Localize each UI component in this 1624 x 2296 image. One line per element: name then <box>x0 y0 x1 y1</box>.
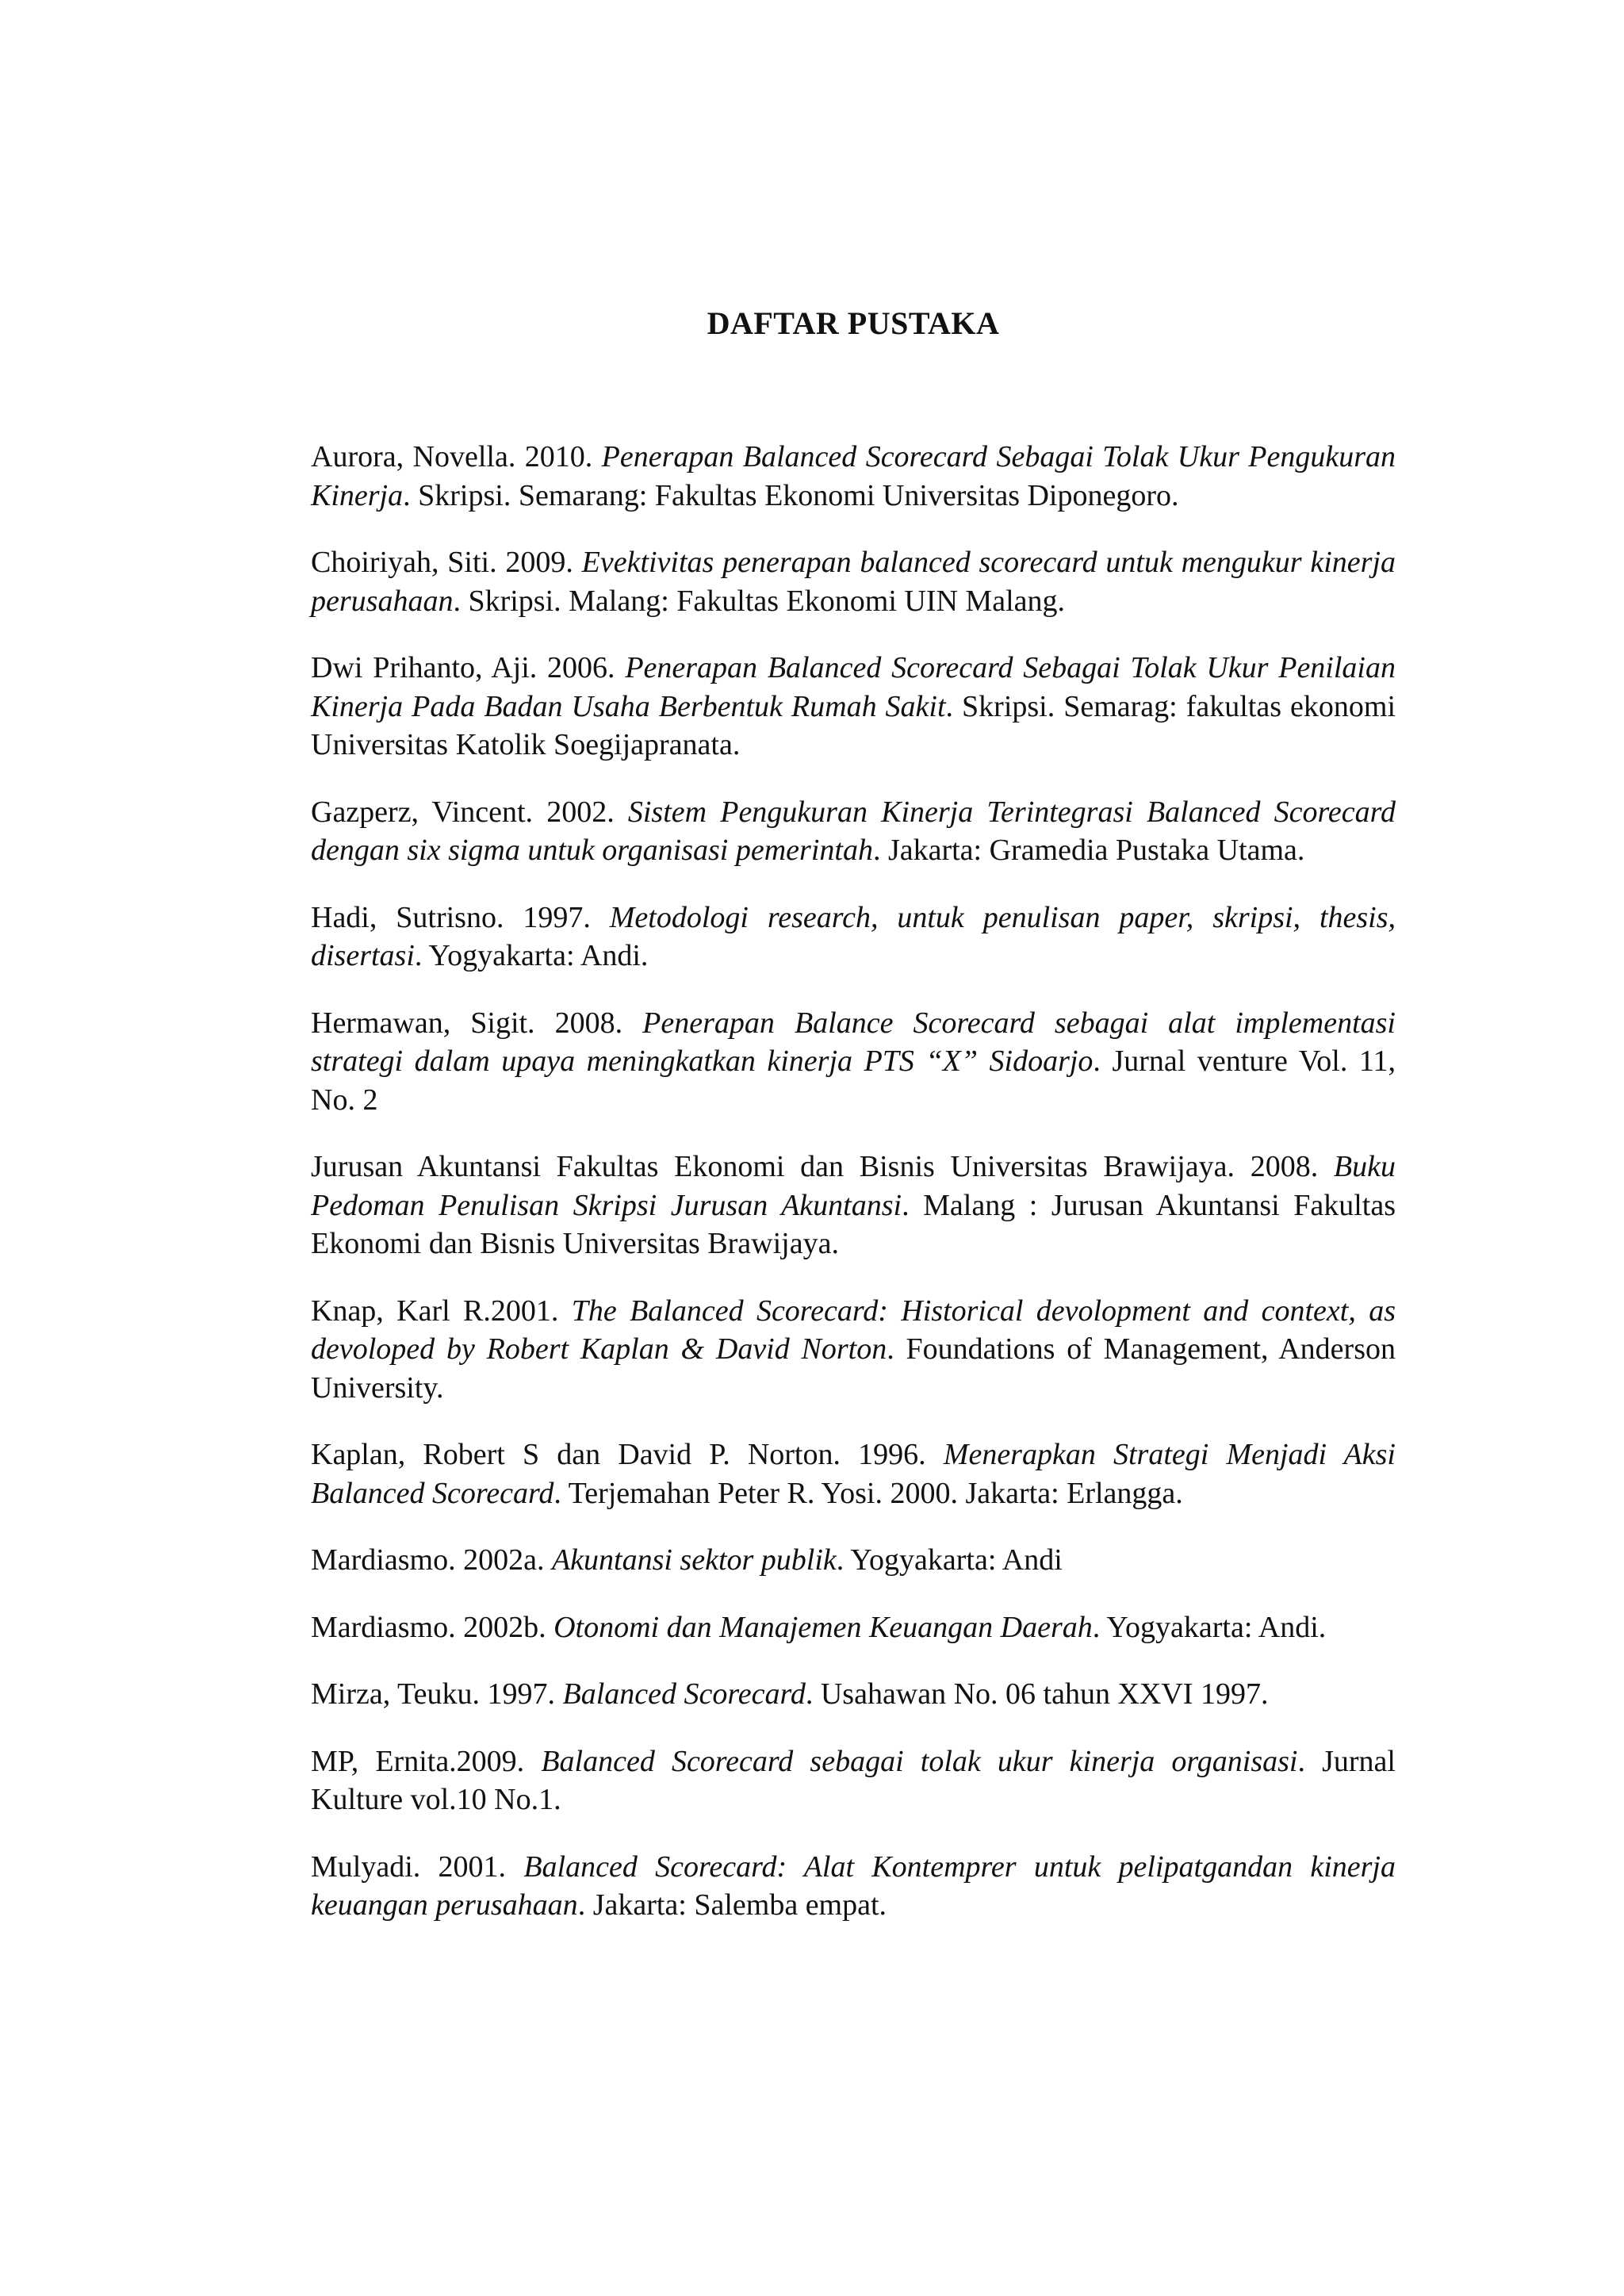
reference-list <box>311 438 1396 1925</box>
reference-title: Penerapan Balanced Scorecard Sebagai Tolak Ukur Penilaian Kinerja Pada Badan Usaha Berbentuk Rumah Sakit <box>311 651 1396 723</box>
reference-title: Balanced Scorecard: Alat Kontemprer untuk pelipatgandan kinerja keuangan perusahaan <box>311 1849 1396 1922</box>
reference-entry <box>311 1848 1396 1925</box>
reference-entry <box>311 543 1396 620</box>
page-title: DAFTAR PUSTAKA <box>707 305 1000 341</box>
reference-author-year: Dwi Prihanto, Aji. 2006. <box>311 651 626 684</box>
reference-author-year: Aurora, Novella. 2010. <box>311 440 602 473</box>
reference-publication: . Yogyakarta: Andi. <box>414 939 649 972</box>
reference-entry <box>311 1004 1396 1120</box>
reference-entry <box>311 1608 1396 1647</box>
reference-author-year: Mulyadi. 2001. <box>311 1849 524 1884</box>
document-page <box>311 305 1396 1953</box>
reference-author-year: Knap, Karl R.2001. <box>311 1294 572 1328</box>
reference-publication: . Skripsi. Semarag: fakultas ekonomi Universitas Katolik Soegijapranata. <box>311 689 1396 761</box>
reference-title: The Balanced Scorecard: Historical devolopment and context, as devoloped by Robert Kaplan & David Norton <box>311 1294 1396 1366</box>
reference-author-year: Mirza, Teuku. 1997. <box>311 1677 563 1711</box>
reference-entry <box>311 1541 1396 1580</box>
reference-title: Otonomi dan Manajemen Keuangan Daerah <box>553 1610 1093 1644</box>
reference-title: Balanced Scorecard sebagai tolak ukur kinerja organisasi <box>541 1744 1298 1778</box>
reference-author-year: Mardiasmo. 2002b. <box>311 1610 554 1644</box>
reference-title: Menerapkan Strategi Menjadi Aksi Balanced Scorecard <box>311 1438 1396 1510</box>
reference-title: Penerapan Balanced Scorecard Sebagai Tolak Ukur Pengukuran Kinerja <box>311 440 1396 512</box>
reference-publication: . Jurnal Kulture vol.10 No.1. <box>311 1744 1396 1816</box>
reference-publication: . Terjemahan Peter R. Yosi. 2000. Jakarta: Erlangga. <box>553 1476 1183 1510</box>
reference-author-year: Hermawan, Sigit. 2008. <box>311 1006 643 1040</box>
reference-entry <box>311 1742 1396 1819</box>
reference-publication: . Skripsi. Malang: Fakultas Ekonomi UIN Malang. <box>453 584 1065 618</box>
reference-title: Balanced Scorecard <box>562 1677 806 1711</box>
reference-title: Penerapan Balance Scorecard sebagai alat implementasi strategi dalam upaya meningkatkan kinerja PTS “X” Sidoarjo <box>311 1006 1396 1078</box>
reference-entry <box>311 899 1396 976</box>
reference-author-year: MP, Ernita.2009. <box>311 1744 542 1778</box>
reference-publication: . Jakarta: Gramedia Pustaka Utama. <box>872 834 1305 867</box>
reference-publication: . Yogyakarta: Andi. <box>1092 1610 1327 1644</box>
reference-entry <box>311 438 1396 515</box>
reference-entry <box>311 1435 1396 1512</box>
reference-author-year: Jurusan Akuntansi Fakultas Ekonomi dan Bisnis Universitas Brawijaya. 2008. <box>311 1150 1334 1183</box>
reference-author-year: Hadi, Sutrisno. 1997. <box>311 900 610 934</box>
reference-author-year: Gazperz, Vincent. 2002. <box>311 795 628 829</box>
reference-entry <box>311 1675 1396 1714</box>
reference-entry <box>311 649 1396 765</box>
reference-title: Sistem Pengukuran Kinerja Terintegrasi Balanced Scorecard dengan six sigma untuk organisasi pemerintah <box>311 795 1396 867</box>
reference-publication: . Yogyakarta: Andi <box>836 1543 1063 1577</box>
reference-publication: . Foundations of Management, Anderson University. <box>311 1332 1396 1405</box>
reference-title: Akuntansi sektor publik <box>551 1543 837 1577</box>
reference-author-year: Mardiasmo. 2002a. <box>311 1543 552 1577</box>
reference-publication: . Jakarta: Salemba empat. <box>577 1888 887 1922</box>
reference-entry <box>311 1292 1396 1408</box>
reference-entry <box>311 793 1396 870</box>
reference-publication: . Malang : Jurusan Akuntansi Fakultas Ekonomi dan Bisnis Universitas Brawijaya. <box>311 1188 1396 1260</box>
reference-author-year: Choiriyah, Siti. 2009. <box>311 546 582 579</box>
reference-publication: . Jurnal venture Vol. 11, No. 2 <box>311 1045 1396 1117</box>
reference-publication: . Skripsi. Semarang: Fakultas Ekonomi Universitas Diponegoro. <box>403 478 1179 512</box>
reference-title: Buku Pedoman Penulisan Skripsi Jurusan Akuntansi <box>311 1150 1396 1222</box>
reference-author-year: Kaplan, Robert S dan David P. Norton. 1996. <box>311 1438 944 1471</box>
reference-title: Evektivitas penerapan balanced scorecard untuk mengukur kinerja perusahaan <box>311 546 1396 618</box>
reference-title: Metodologi research, untuk penulisan paper, skripsi, thesis, disertasi <box>311 900 1396 972</box>
reference-publication: . Usahawan No. 06 tahun XXVI 1997. <box>805 1677 1269 1711</box>
reference-entry <box>311 1148 1396 1263</box>
